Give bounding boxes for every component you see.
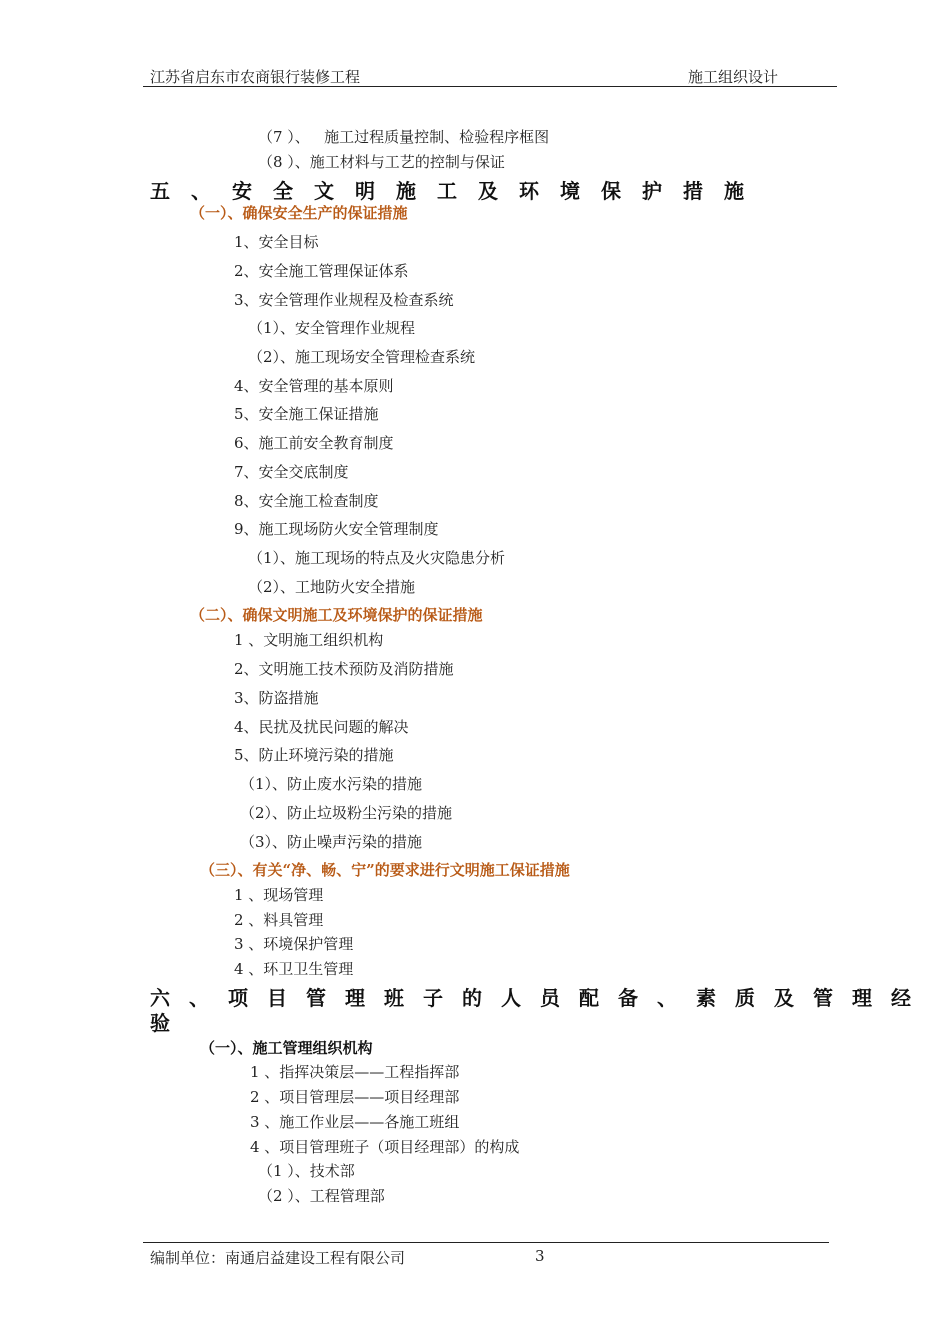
- toc-item: 4、民扰及扰民问题的解决: [234, 718, 409, 736]
- toc-item: 5、安全施工保证措施: [234, 405, 379, 423]
- toc-item: 4、安全管理的基本原则: [234, 377, 394, 395]
- toc-item: 2 、料具管理: [234, 911, 324, 929]
- toc-item: 3、防盗措施: [234, 689, 319, 707]
- page-number: 3: [535, 1247, 545, 1265]
- toc-item: 9、施工现场防火安全管理制度: [234, 520, 439, 538]
- toc-item: 2、文明施工技术预防及消防措施: [234, 660, 454, 678]
- footer-rule: [143, 1242, 829, 1243]
- footer-company: 编制单位：南通启益建设工程有限公司: [150, 1249, 406, 1267]
- toc-item: （2）、施工现场安全管理检查系统: [248, 348, 476, 366]
- toc-item: （1 ）、技术部: [258, 1162, 355, 1180]
- toc-item: （8 ）、施工材料与工艺的控制与保证: [258, 153, 505, 171]
- toc-item: （1）、施工现场的特点及火灾隐患分析: [248, 549, 506, 567]
- toc-item: 4 、项目管理班子（项目经理部）的构成: [250, 1138, 520, 1156]
- toc-item: 1 、指挥决策层——工程指挥部: [250, 1063, 460, 1081]
- toc-item: 3、安全管理作业规程及检查系统: [234, 291, 454, 309]
- header-doc-type: 施工组织设计: [688, 68, 779, 86]
- toc-item: （2）、工地防火安全措施: [248, 578, 416, 596]
- subsection-heading: （一）、确保安全生产的保证措施: [190, 204, 408, 222]
- toc-item: 5、防止环境污染的措施: [234, 746, 394, 764]
- toc-item: 2 、项目管理层——项目经理部: [250, 1088, 460, 1106]
- toc-item: 6、施工前安全教育制度: [234, 434, 394, 452]
- subsection-heading: （二）、确保文明施工及环境保护的保证措施: [190, 606, 483, 624]
- toc-item: 3 、环境保护管理: [234, 935, 354, 953]
- toc-item: （1）、安全管理作业规程: [248, 319, 416, 337]
- toc-item: （1）、防止废水污染的措施: [240, 775, 423, 793]
- subsection-heading: （一）、施工管理组织机构: [200, 1039, 373, 1057]
- toc-item: 3 、施工作业层——各施工班组: [250, 1113, 460, 1131]
- toc-item: （7 ）、 施工过程质量控制、检验程序框图: [258, 128, 550, 146]
- toc-item: （2 ）、工程管理部: [258, 1187, 385, 1205]
- toc-item: （2）、防止垃圾粉尘污染的措施: [240, 804, 453, 822]
- toc-item: （3）、防止噪声污染的措施: [240, 833, 423, 851]
- toc-item: 1 、文明施工组织机构: [234, 631, 384, 649]
- section-heading-6: 六、项目管理班子的人员配备、素质及管理经: [150, 986, 930, 1010]
- section-heading-5: 五、安全文明施工及环境保护措施: [150, 179, 765, 203]
- toc-item: 2、安全施工管理保证体系: [234, 262, 409, 280]
- section-heading-6-continued: 验: [150, 1011, 191, 1035]
- header-rule: [143, 86, 837, 87]
- header-project-title: 江苏省启东市农商银行装修工程: [150, 68, 361, 86]
- toc-item: 8、安全施工检查制度: [234, 492, 379, 510]
- toc-item: 1 、现场管理: [234, 886, 324, 904]
- subsection-heading: （三）、有关“净、畅、宁”的要求进行文明施工保证措施: [200, 861, 570, 879]
- toc-item: 1、安全目标: [234, 233, 319, 251]
- toc-item: 4 、环卫卫生管理: [234, 960, 354, 978]
- toc-item: 7、安全交底制度: [234, 463, 349, 481]
